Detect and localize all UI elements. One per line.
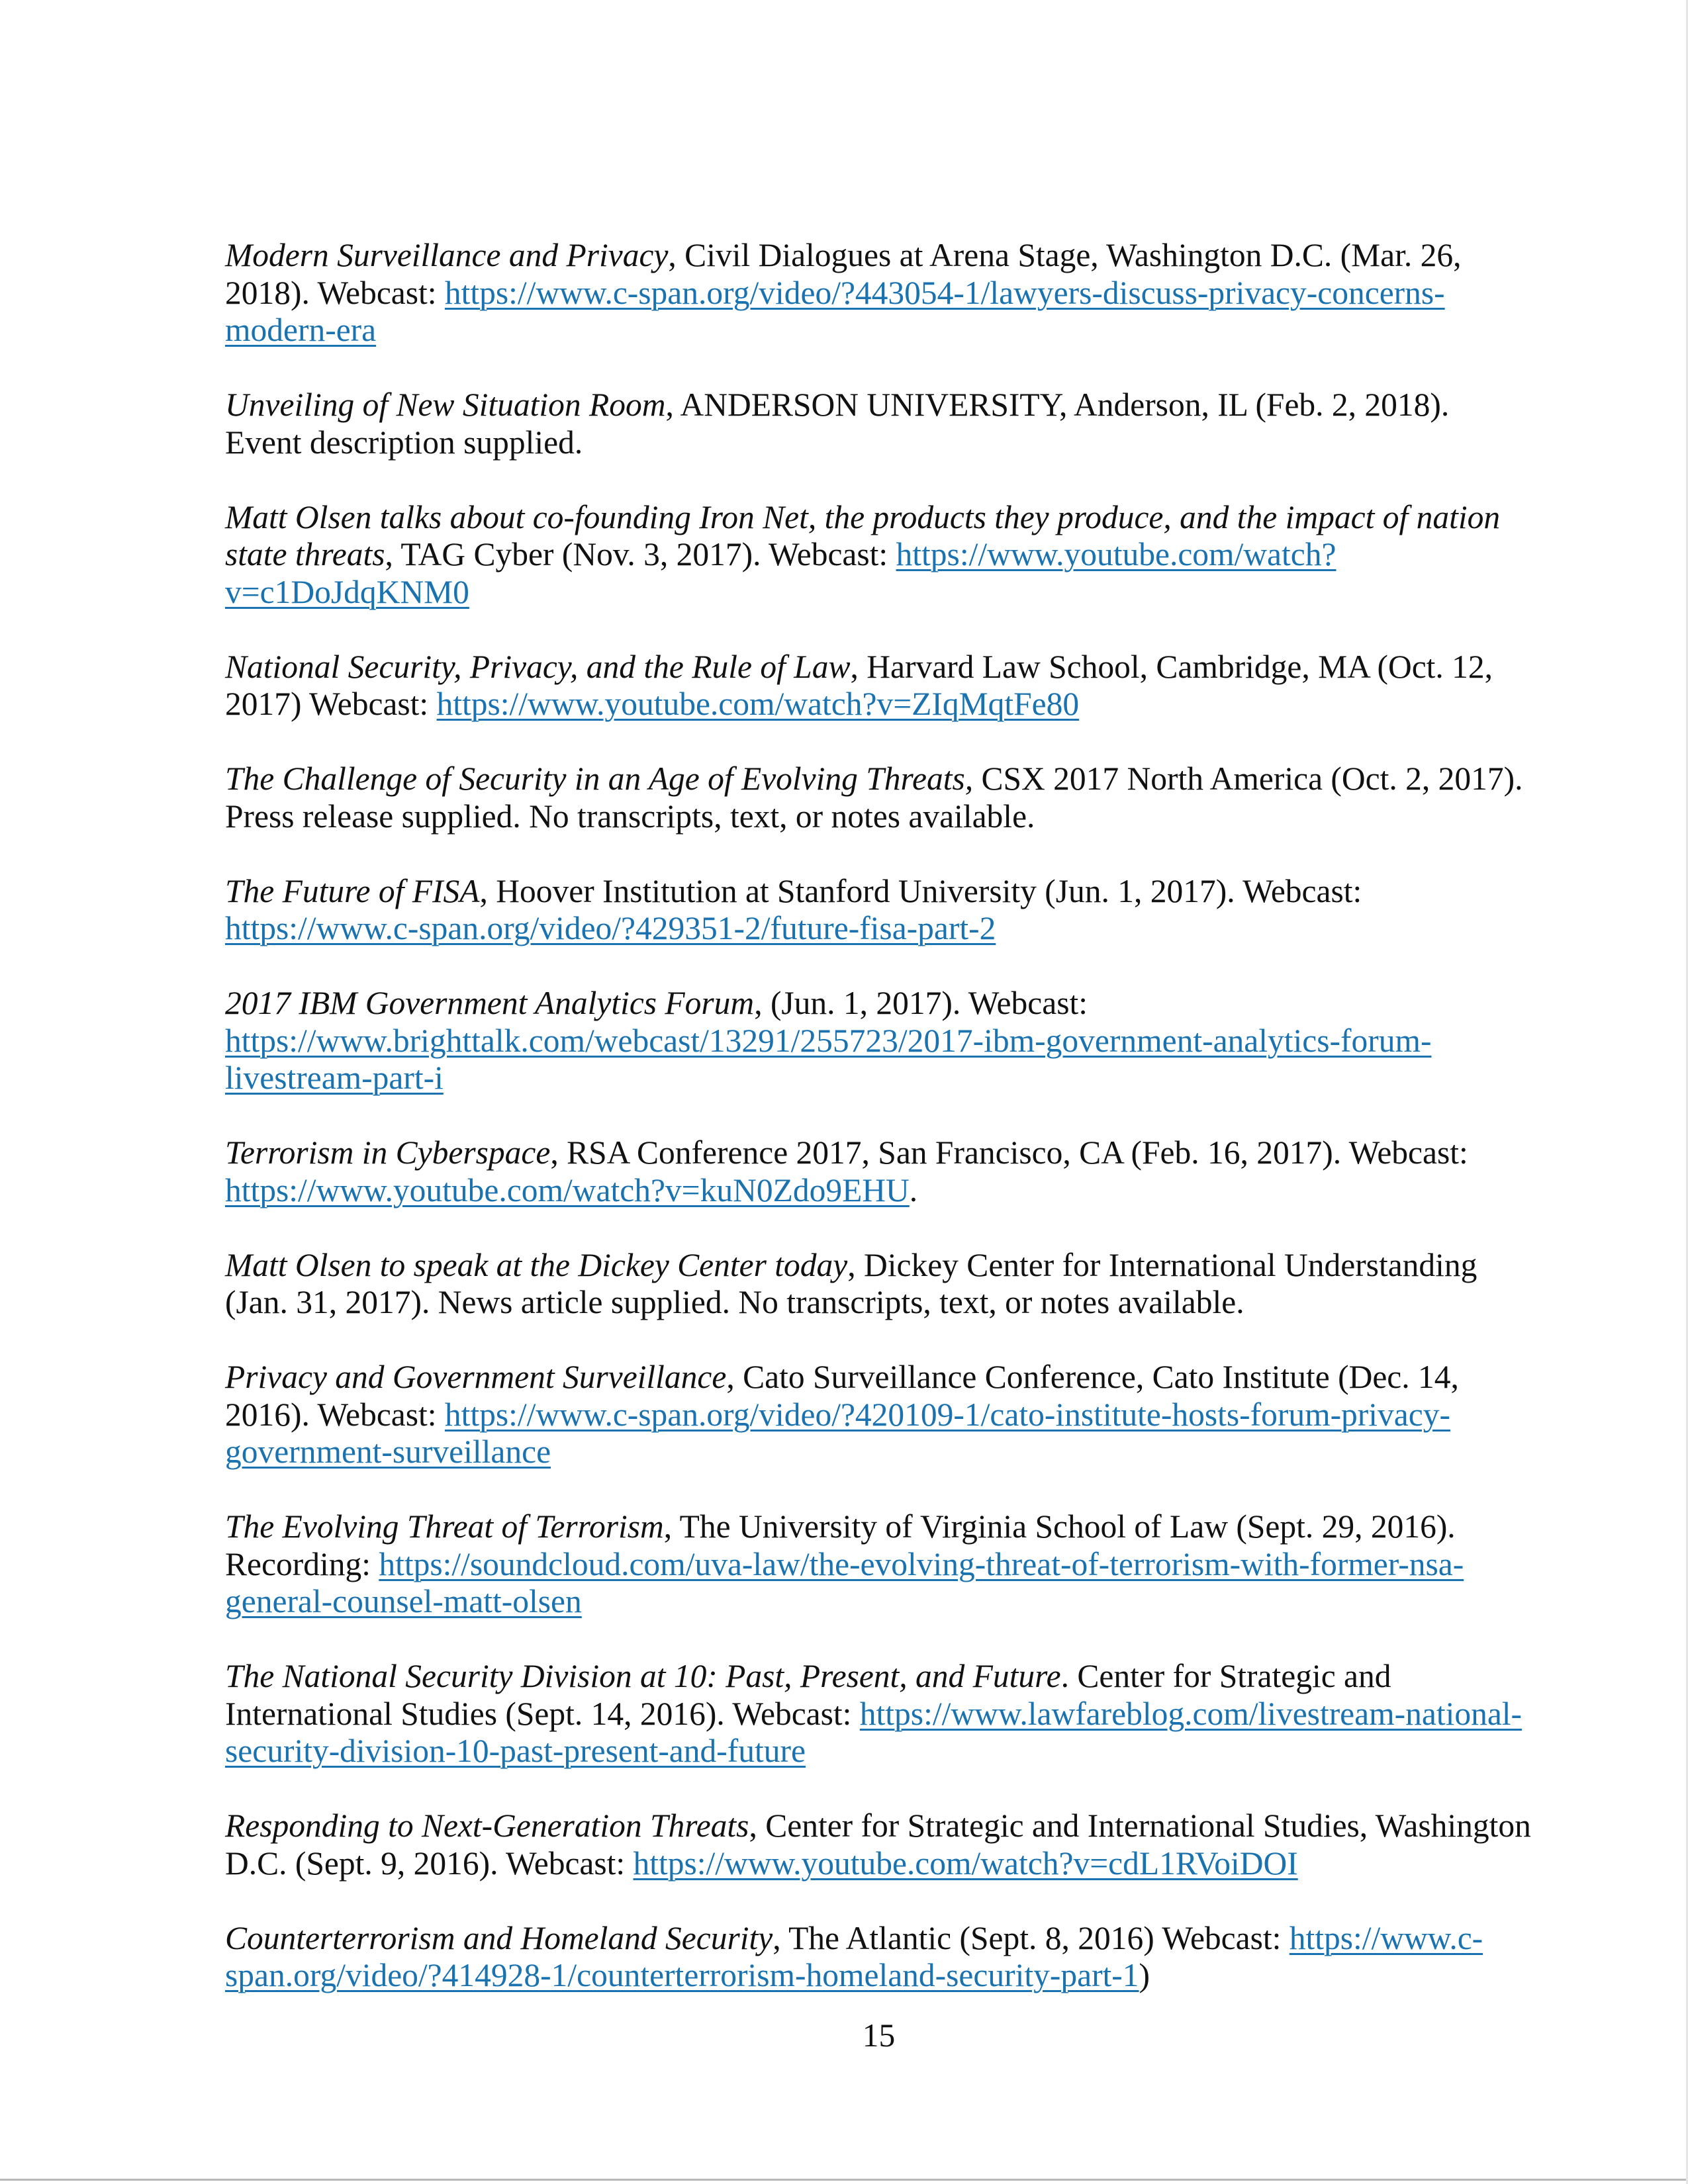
citation-details: , (Jun. 1, 2017). Webcast: <box>754 985 1088 1021</box>
citation-title: 2017 IBM Government Analytics Forum <box>225 985 755 1021</box>
citation-entry <box>225 1658 1532 1770</box>
citation-trailing: ) <box>1139 1957 1150 1993</box>
citation-title: The Future of FISA <box>225 872 480 909</box>
citation-details: , Harvard Law School, Cambridge, MA (Oct. 12, 2017) Webcast: <box>225 648 1493 722</box>
citation-entry <box>225 873 1532 948</box>
citation-title: The National Security Division at 10: Past, Present, and Future <box>225 1658 1061 1694</box>
citation-link[interactable]: https://soundcloud.com/uva-law/the-evolving-threat-of-terrorism-with-former-nsa-general-counsel-matt-olsen <box>225 1545 1464 1619</box>
citation-title: The Evolving Threat of Terrorism <box>225 1508 664 1545</box>
citation-link[interactable]: https://www.c-span.org/video/?429351-2/future-fisa-part-2 <box>225 910 996 946</box>
citation-title: Modern Surveillance and Privacy <box>225 237 669 273</box>
citation-details: , The Atlantic (Sept. 8, 2016) Webcast: <box>773 1919 1289 1956</box>
citation-details: , TAG Cyber (Nov. 3, 2017). Webcast: <box>385 536 896 572</box>
citation-entry <box>225 1134 1532 1209</box>
citation-details: , Dickey Center for International Understanding (Jan. 31, 2017). News article supplied. No transcripts, text, or notes available. <box>225 1246 1477 1320</box>
citation-details: , Cato Surveillance Conference, Cato Institute (Dec. 14, 2016). Webcast: <box>225 1359 1459 1433</box>
page-number: 15 <box>862 2017 896 2054</box>
citation-link[interactable]: https://www.brighttalk.com/webcast/13291/255723/2017-ibm-government-analytics-forum-livestream-part-i <box>225 1022 1432 1096</box>
document-body <box>225 237 1532 1995</box>
citation-details: , ANDERSON UNIVERSITY, Anderson, IL (Feb. 2, 2018). Event description supplied. <box>225 387 1450 461</box>
citation-link[interactable]: https://www.youtube.com/watch?v=c1DoJdqKNM0 <box>225 536 1336 610</box>
citation-entry <box>225 985 1532 1097</box>
citation-details: , Hoover Institution at Stanford University (Jun. 1, 2017). Webcast: <box>479 872 1362 909</box>
citation-entry <box>225 1247 1532 1322</box>
citation-details: , The University of Virginia School of Law (Sept. 29, 2016). Recording: <box>225 1508 1456 1582</box>
citation-title: Responding to Next-Generation Threats <box>225 1807 749 1844</box>
citation-details: , Center for Strategic and International Studies, Washington D.C. (Sept. 9, 2016). Webcast: <box>225 1807 1531 1882</box>
citation-link[interactable]: https://www.c-span.org/video/?443054-1/lawyers-discuss-privacy-concerns-modern-era <box>225 274 1445 348</box>
citation-title: The Challenge of Security in an Age of Evolving Threats, <box>225 760 974 797</box>
citation-entry <box>225 499 1532 612</box>
citation-title: Terrorism in Cyberspace <box>225 1134 551 1171</box>
citation-link[interactable]: https://www.lawfareblog.com/livestream-national-security-division-10-past-present-and-future <box>225 1695 1523 1769</box>
citation-trailing: . <box>909 1171 918 1208</box>
citation-title: Matt Olsen to speak at the Dickey Center today <box>225 1246 848 1283</box>
citation-entry <box>225 1807 1532 1882</box>
citation-link[interactable]: https://www.c-span.org/video/?414928-1/counterterrorism-homeland-security-part-1 <box>225 1919 1483 1993</box>
page-bottom-edge <box>0 2179 1688 2181</box>
citation-link[interactable]: https://www.youtube.com/watch?v=kuN0Zdo9EHU <box>225 1171 910 1208</box>
citation-title: Counterterrorism and Homeland Security <box>225 1919 773 1956</box>
citation-entry <box>225 1359 1532 1471</box>
citation-entry <box>225 1508 1532 1621</box>
page-column <box>225 237 1532 2054</box>
citation-link[interactable]: https://www.c-span.org/video/?420109-1/cato-institute-hosts-forum-privacy-government-surveillance <box>225 1396 1450 1470</box>
citation-details: CSX 2017 North America (Oct. 2, 2017). Press release supplied. No transcripts, text, or notes available. <box>225 760 1523 835</box>
citation-entry <box>225 649 1532 723</box>
citation-title: Privacy and Government Surveillance <box>225 1359 727 1395</box>
citation-title: Matt Olsen talks about co-founding Iron Net, the products they produce, and the impact of nation state threats <box>225 498 1501 572</box>
citation-entry <box>225 237 1532 349</box>
citation-title: Unveiling of New Situation Room <box>225 387 666 423</box>
citation-details: . Center for Strategic and International Studies (Sept. 14, 2016). Webcast: <box>225 1658 1391 1732</box>
citation-link[interactable]: https://www.youtube.com/watch?v=cdL1RVoiDOI <box>633 1844 1298 1882</box>
citation-entry <box>225 1920 1532 1995</box>
citation-link[interactable]: https://www.youtube.com/watch?v=ZIqMqtFe80 <box>436 686 1080 722</box>
citation-entry <box>225 387 1532 461</box>
citation-details: , RSA Conference 2017, San Francisco, CA (Feb. 16, 2017). Webcast: <box>550 1134 1468 1171</box>
citation-entry <box>225 760 1532 835</box>
citation-details: , Civil Dialogues at Arena Stage, Washington D.C. (Mar. 26, 2018). Webcast: <box>225 237 1462 311</box>
citation-title: National Security, Privacy, and the Rule of Law <box>225 648 851 685</box>
